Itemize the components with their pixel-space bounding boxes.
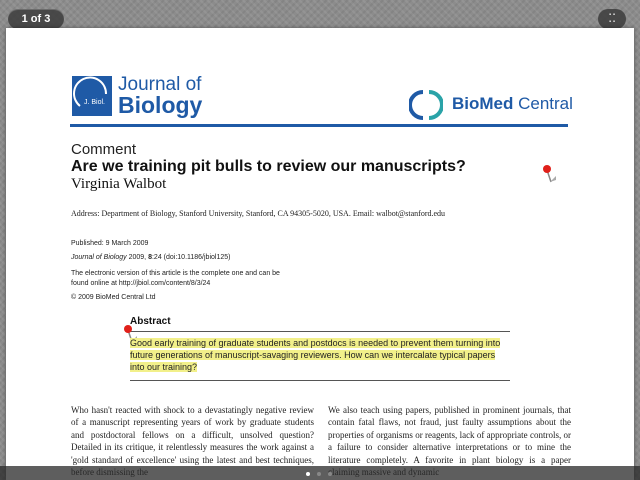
abstract-heading: Abstract [130,316,171,327]
citation-rest: :24 (doi:10.1186/jbiol125) [151,254,231,261]
journal-logo-text: J. Biol. [84,99,106,106]
body-column-left: Who hasn't reacted with shock to a devastatingly negative review of a manuscript representing years of work by graduate students and postdoctoral fellows on a difficult, unsolved question? Detailed in its critique, it relentlessly measures the work against a 'gold standard of excellence' using the latest and best techniques, [71,405,314,465]
biomed-central-logo-icon [409,88,443,127]
article-author: Virginia Walbot [71,176,167,192]
pdf-page[interactable] [6,28,634,480]
grid-icon-row: ▪ ▪ [609,12,615,18]
section-label: Comment [71,141,137,158]
journal-logo-icon [72,76,112,116]
journal-logo-arc [72,76,112,116]
abstract-highlight: Good early training of graduate students and postdocs is needed to prevent them turning into future generations of manuscript-savaging reviewers. How can we intercalate typical papers into our training? [130,338,501,372]
citation-year: 2009, [126,254,149,261]
page-counter[interactable]: 1 of 3 [8,9,64,29]
body-column-right: We also teach using papers, published in prominent journals, that contain fatal flaws, not fraud, just faulty assumptions about the properties of organisms or reagents, lack of appropriate controls, or a failure to consider alternative interpretations or to mine the literature completely. A favorite in plant biology is a paper [328,405,571,465]
publisher-name-rest: Central [513,94,573,113]
journal-title-line2: Biology [118,92,203,118]
page-dot-1[interactable] [306,472,310,476]
online-url[interactable]: found online at http://jbiol.com/content/8/3/24 [71,280,211,287]
copyright: © 2009 BioMed Central Ltd [71,294,156,301]
published-date: Published: 9 March 2009 [71,240,149,247]
article-title: Are we training pit bulls to review our manuscripts? [71,158,466,175]
grid-icon-row: ▪ ▪ [609,19,615,25]
page-dot-3[interactable] [328,472,332,476]
electronic-version-note: The electronic version of this article is the complete one and can be [71,270,280,277]
annotation-pin-icon[interactable] [542,164,558,189]
publisher-name-bold: BioMed [452,94,514,113]
abstract-top-rule [130,331,510,332]
grid-icon[interactable] [598,9,626,29]
citation-journal: Journal of Biology [71,254,127,261]
citation-volume: 8 [148,254,152,261]
journal-title-line1: Journal of [118,74,202,95]
header-rule [70,124,568,127]
publisher-name [452,94,573,114]
abstract-bottom-rule [130,380,510,381]
citation [71,254,230,261]
page-dot-2[interactable] [317,472,321,476]
author-address: Address: Department of Biology, Stanford University, Stanford, CA 94305-5020, USA. Email: walbot@stanford.edu [71,209,446,218]
abstract-text[interactable] [130,337,512,373]
